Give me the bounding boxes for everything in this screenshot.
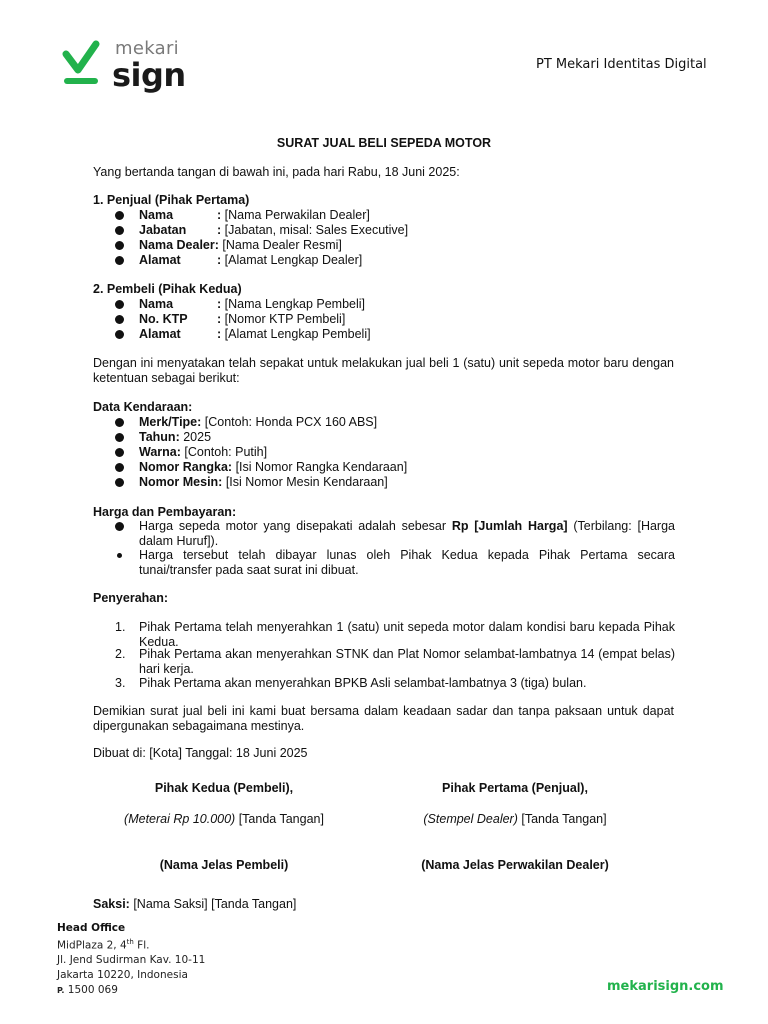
agreement-paragraph: Dengan ini menyatakan telah sepakat untuk melakukan jual beli 1 (satu) unit sepeda motor baru dengan ketentuan sebagai berikut: [93, 356, 674, 385]
handover-item: 3. Pihak Pertama akan menyerahkan BPKB Asli selambat-lambatnya 3 (tiga) bulan. [115, 676, 587, 690]
buyer-heading: 2. Pembeli (Pihak Kedua) [93, 282, 242, 296]
mekari-check-logo-icon [62, 40, 102, 86]
payment-item: Harga sepeda motor yang disepakati adalah sebesar Rp [Jumlah Harga] (Terbilang: [Harga dalam Huruf]). [115, 519, 675, 549]
right-sign-line: (Stempel Dealer) [Tanda Tangan] [423, 812, 607, 826]
bullet-icon [115, 211, 124, 220]
bullet-icon [115, 463, 124, 472]
right-sign-title: Pihak Pertama (Penjual), [442, 781, 588, 795]
bullet-icon [115, 522, 124, 531]
bullet-icon [115, 300, 124, 309]
left-sign-title: Pihak Kedua (Pembeli), [154, 781, 294, 795]
bullet-icon [115, 315, 124, 324]
bullet-icon [115, 226, 124, 235]
bullet-icon [115, 418, 124, 427]
footer-address-line: Jl. Jend Sudirman Kav. 10-11 [57, 954, 206, 966]
seller-heading: 1. Penjual (Pihak Pertama) [93, 193, 250, 207]
closing-paragraph: Demikian surat jual beli ini kami buat bersama dalam keadaan sadar dan tanpa paksaan untuk dapat dipergunakan sebagaimana mestinya. [93, 704, 674, 733]
bullet-icon [117, 553, 122, 558]
vehicle-row: Nomor Mesin: [Isi Nomor Mesin Kendaraan] [115, 475, 675, 490]
bullet-icon [115, 256, 124, 265]
right-sign-name: (Nama Jelas Perwakilan Dealer) [421, 858, 609, 872]
handover-item: 2. Pihak Pertama akan menyerahkan STNK dan Plat Nomor selambat-lambatnya 14 (empat belas) hari kerja. [115, 647, 675, 676]
seller-row: Alamat : [Alamat Lengkap Dealer] [115, 253, 675, 268]
bullet-icon [115, 478, 124, 487]
buyer-row: Alamat : [Alamat Lengkap Pembeli] [115, 327, 675, 342]
document-title: SURAT JUAL BELI SEPEDA MOTOR [276, 136, 492, 150]
footer-website-link[interactable]: mekarisign.com [607, 979, 724, 994]
payment-item: Harga tersebut telah dibayar lunas oleh Pihak Kedua kepada Pihak Pertama secara tunai/transfer pada saat surat ini dibuat. [115, 548, 675, 578]
vehicle-row: Tahun: 2025 [115, 430, 675, 445]
seller-row: Jabatan : [Jabatan, misal: Sales Executive] [115, 223, 675, 238]
vehicle-heading: Data Kendaraan: [93, 400, 193, 414]
left-sign-line: (Meterai Rp 10.000) [Tanda Tangan] [124, 812, 324, 826]
payment-heading: Harga dan Pembayaran: [93, 505, 237, 519]
handover-item: 1. Pihak Pertama telah menyerahkan 1 (satu) unit sepeda motor dalam kondisi baru kepada Pihak Kedua. [115, 620, 675, 649]
footer-phone: P. 1500 069 [57, 984, 118, 996]
footer-office-heading: Head Office [57, 922, 126, 934]
vehicle-row: Warna: [Contoh: Putih] [115, 445, 675, 460]
witness-line: Saksi: [Nama Saksi] [Tanda Tangan] [93, 897, 297, 911]
company-name: PT Mekari Identitas Digital [536, 57, 707, 72]
logo-wordmark-main: sign [112, 56, 186, 94]
seller-row: Nama Dealer: [Nama Dealer Resmi] [115, 238, 675, 253]
vehicle-row: Merk/Tipe: [Contoh: Honda PCX 160 ABS] [115, 415, 675, 430]
bullet-icon [115, 433, 124, 442]
handover-heading: Penyerahan: [93, 591, 169, 605]
bullet-icon [115, 241, 124, 250]
vehicle-row: Nomor Rangka: [Isi Nomor Rangka Kendaraan] [115, 460, 675, 475]
footer-address-line: MidPlaza 2, 4th Fl. [57, 938, 150, 952]
footer-address-line: Jakarta 10220, Indonesia [57, 969, 188, 981]
place-date: Dibuat di: [Kota] Tanggal: 18 Juni 2025 [93, 746, 308, 760]
bullet-icon [115, 448, 124, 457]
logo-wordmark-top: mekari [115, 38, 179, 59]
bullet-icon [115, 330, 124, 339]
buyer-row: No. KTP : [Nomor KTP Pembeli] [115, 312, 675, 327]
seller-row: Nama : [Nama Perwakilan Dealer] [115, 208, 675, 223]
intro-paragraph: Yang bertanda tangan di bawah ini, pada hari Rabu, 18 Juni 2025: [93, 165, 460, 179]
left-sign-name: (Nama Jelas Pembeli) [159, 858, 289, 872]
buyer-row: Nama : [Nama Lengkap Pembeli] [115, 297, 675, 312]
